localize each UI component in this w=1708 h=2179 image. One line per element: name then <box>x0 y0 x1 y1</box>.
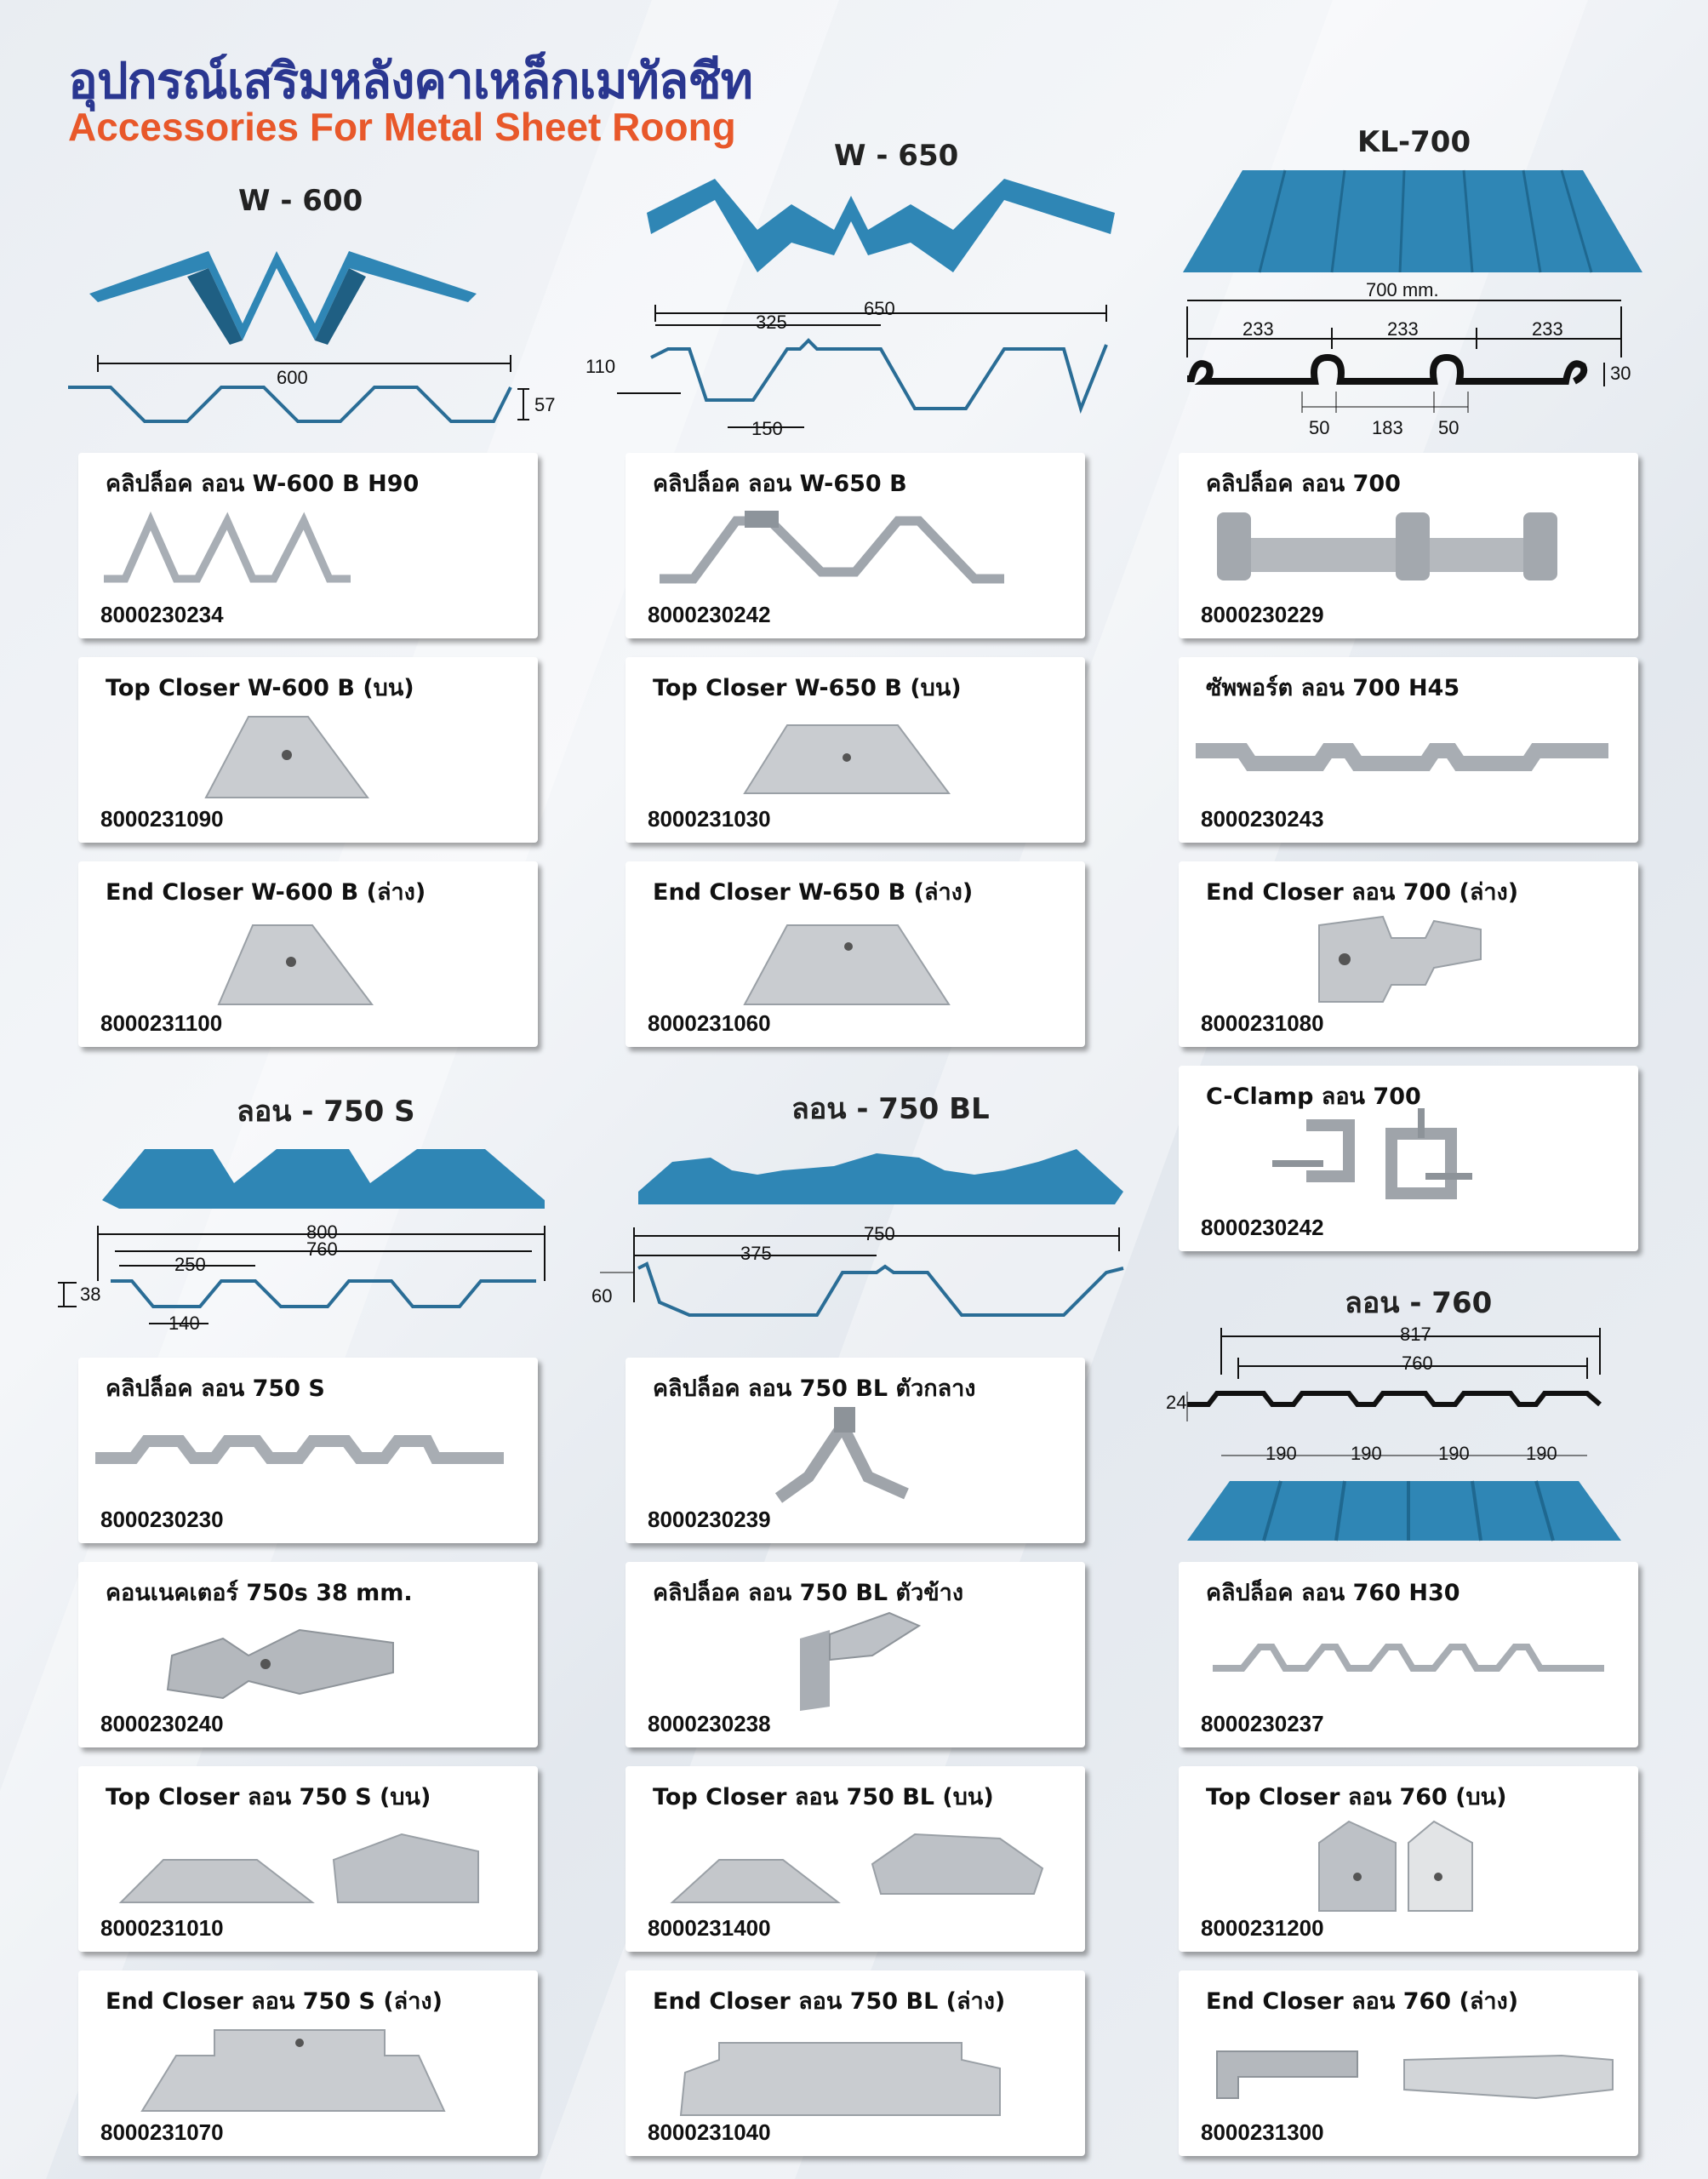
dim-label: 50 <box>1438 417 1460 438</box>
dim-label: 760 <box>306 1238 338 1260</box>
product-name: คลิปล็อค ลอน 750 S <box>106 1375 325 1402</box>
dim-label: 250 <box>174 1254 206 1275</box>
product-card[interactable] <box>1179 861 1638 1047</box>
product-name: Top Closer W-600 B (บน) <box>106 675 414 701</box>
dim-label: 190 <box>1526 1443 1557 1464</box>
product-code: 8000231060 <box>648 1010 771 1036</box>
product-card[interactable] <box>626 1358 1085 1543</box>
profile-w650-drawing <box>587 170 1132 443</box>
product-code: 8000230243 <box>1201 806 1324 832</box>
product-code: 8000230237 <box>1201 1711 1324 1736</box>
product-card[interactable] <box>78 657 538 843</box>
sheet-kl700 <box>1183 170 1642 272</box>
dim-label: 233 <box>1387 318 1419 340</box>
product-code: 8000230242 <box>1201 1215 1324 1240</box>
dim-label: 233 <box>1242 318 1274 340</box>
dim-label: 190 <box>1438 1443 1470 1464</box>
product-code: 8000231080 <box>1201 1010 1324 1036</box>
profile-w600-title: W - 600 <box>238 184 363 218</box>
product-name: End Closer ลอน 750 BL (ล่าง) <box>653 1988 1006 2015</box>
product-card[interactable] <box>78 1970 538 2156</box>
profile-kl700-drawing <box>1174 162 1651 443</box>
product-card[interactable] <box>1179 1066 1638 1251</box>
profile-750bl-title: ลอน - 750 BL <box>791 1092 990 1126</box>
dim-label: 57 <box>534 394 556 415</box>
product-card[interactable] <box>78 861 538 1047</box>
product-code: 8000231070 <box>100 2119 224 2145</box>
profile-750s-drawing <box>51 1136 562 1332</box>
product-card[interactable] <box>78 1358 538 1543</box>
dim-label: 50 <box>1309 417 1330 438</box>
product-card[interactable] <box>1179 1970 1638 2156</box>
dim-label: 24 <box>1166 1392 1187 1413</box>
dim-label: 375 <box>740 1243 772 1264</box>
dim-label: 600 <box>277 367 308 388</box>
product-card[interactable] <box>1179 1562 1638 1747</box>
profile-750bl-drawing <box>587 1132 1132 1345</box>
product-name: คลิปล็อค ลอน W-600 B H90 <box>106 471 420 497</box>
dim-label: 233 <box>1532 318 1563 340</box>
product-code: 8000230230 <box>100 1507 224 1532</box>
sheet-750s <box>102 1149 545 1209</box>
product-code: 8000231010 <box>100 1915 224 1941</box>
product-code: 8000231090 <box>100 806 224 832</box>
sheet-760 <box>1187 1481 1621 1541</box>
product-name: End Closer ลอน 760 (ล่าง) <box>1206 1988 1519 2015</box>
product-card[interactable] <box>78 1562 538 1747</box>
profile-w650-title: W - 650 <box>834 139 959 173</box>
product-card[interactable] <box>626 453 1085 638</box>
product-code: 8000230234 <box>100 602 224 627</box>
product-card[interactable] <box>78 1766 538 1952</box>
dim-label: 700 mm. <box>1366 279 1439 300</box>
product-card[interactable] <box>626 657 1085 843</box>
product-code: 8000230239 <box>648 1507 771 1532</box>
sheet-w650 <box>647 179 1115 272</box>
product-name: คลิปล็อค ลอน 700 <box>1206 471 1401 497</box>
product-code: 8000231100 <box>100 1010 223 1036</box>
product-name: Top Closer ลอน 750 S (บน) <box>106 1784 431 1810</box>
profile-760-title: ลอน - 760 <box>1345 1286 1493 1320</box>
dim-label: 800 <box>306 1221 338 1243</box>
dim-label: 760 <box>1402 1353 1433 1374</box>
product-name: Top Closer ลอน 760 (บน) <box>1206 1784 1507 1810</box>
product-code: 8000231300 <box>1201 2119 1324 2145</box>
product-name: คลิปล็อค ลอน 760 H30 <box>1206 1580 1460 1606</box>
sheet-750bl <box>638 1149 1123 1204</box>
dim-label: 817 <box>1400 1324 1431 1345</box>
product-card[interactable] <box>626 1970 1085 2156</box>
page-title-english: Accessories For Metal Sheet Roong <box>68 105 736 149</box>
product-code: 8000231040 <box>648 2119 771 2145</box>
product-name: คลิปล็อค ลอน W-650 B <box>653 471 907 497</box>
dim-label: 140 <box>169 1313 200 1334</box>
product-card[interactable] <box>1179 453 1638 638</box>
dim-label: 183 <box>1372 417 1403 438</box>
product-name: Top Closer W-650 B (บน) <box>653 675 962 701</box>
product-name: คลิปล็อค ลอน 750 BL ตัวข้าง <box>653 1580 964 1606</box>
product-card[interactable] <box>1179 657 1638 843</box>
product-code: 8000230240 <box>100 1711 224 1736</box>
product-code: 8000230238 <box>648 1711 771 1736</box>
dim-label: 60 <box>591 1285 613 1307</box>
profile-750s-title: ลอน - 750 S <box>237 1095 415 1129</box>
product-code: 8000230229 <box>1201 602 1324 627</box>
dim-label: 750 <box>864 1223 895 1244</box>
product-name: End Closer W-600 B (ล่าง) <box>106 879 426 906</box>
product-card[interactable] <box>626 1766 1085 1952</box>
product-card[interactable] <box>78 453 538 638</box>
product-name: End Closer W-650 B (ล่าง) <box>653 879 974 906</box>
dim-label: 190 <box>1351 1443 1382 1464</box>
product-name: End Closer ลอน 700 (ล่าง) <box>1206 879 1519 906</box>
dim-label: 190 <box>1265 1443 1297 1464</box>
product-code: 8000231030 <box>648 806 771 832</box>
profile-760-drawing <box>1162 1315 1638 1553</box>
product-name: C-Clamp ลอน 700 <box>1206 1084 1421 1110</box>
product-card[interactable] <box>626 861 1085 1047</box>
product-code: 8000230242 <box>648 602 771 627</box>
product-name: ซัพพอร์ต ลอน 700 H45 <box>1206 675 1460 701</box>
page-title-thai: อุปกรณ์เสริมหลังคาเหล็กเมทัลชีท <box>68 52 752 110</box>
product-name: Top Closer ลอน 750 BL (บน) <box>653 1784 994 1810</box>
dim-label: 150 <box>751 418 783 439</box>
profile-w600-drawing <box>60 243 556 430</box>
product-code: 8000231200 <box>1201 1915 1324 1941</box>
sheet-w600 <box>89 251 477 340</box>
dim-label: 30 <box>1610 363 1631 384</box>
dim-label: 650 <box>864 298 895 319</box>
product-name: End Closer ลอน 750 S (ล่าง) <box>106 1988 443 2015</box>
dim-label: 38 <box>80 1284 101 1305</box>
dim-label: 325 <box>756 312 787 333</box>
profile-kl700-title: KL-700 <box>1357 125 1471 159</box>
product-code: 8000231400 <box>648 1915 771 1941</box>
dim-label: 110 <box>586 356 616 377</box>
product-card[interactable] <box>1179 1766 1638 1952</box>
product-name: คอนเนคเตอร์ 750s 38 mm. <box>106 1580 413 1606</box>
product-name: คลิปล็อค ลอน 750 BL ตัวกลาง <box>653 1375 976 1402</box>
product-card[interactable] <box>626 1562 1085 1747</box>
